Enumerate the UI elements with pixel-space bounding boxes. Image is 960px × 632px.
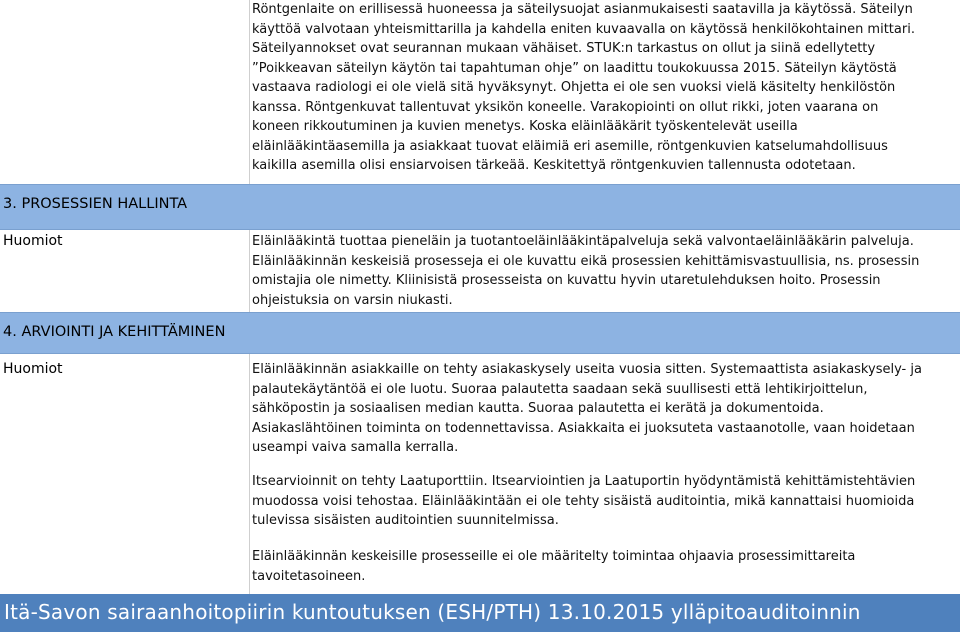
intro-line: ”Poikkeavan säteilyn käytön tai tapahtuman ohje” on laadittu toukokuussa 2015. Säteilyn käytöstä [252,60,897,76]
section-4-title: 4. ARVIOINTI JA KEHITTÄMINEN [3,324,226,340]
column-divider-bottom [249,352,250,594]
column-divider-top [249,0,250,184]
section-4-label: Huomiot [3,361,63,377]
intro-line: vastaava radiologi ei ole vielä sitä hyväksynyt. Ohjetta ei ole sen vuoksi vielä käsitelty henkilöstön [252,80,896,95]
footer-banner [0,594,960,632]
section-3-line: omistajia ole nimetty. Kliinisistä prosesseista on kuvattu hyvin utaretulehduksen hoito. Prosessin [252,273,881,288]
section-4-line: useampi vaiva samalla kerralla. [252,440,459,455]
section-3-header [0,184,960,230]
section-4-block-3 [252,547,956,586]
section-4-line: tavoitetasoineen. [252,568,366,584]
footer-title: Itä-Savon sairaanhoitopiirin kuntoutuksen (ESH/PTH) 13.10.2015 ylläpitoauditoinnin [4,600,861,624]
section-3-line: Eläinlääkinnän keskeisiä prosesseja ei ole kuvattu eikä prosessien kehittämisvastuullisia, ns. prosessin [252,253,920,269]
intro-line: Röntgenlaite on erillisessä huoneessa ja säteilysuojat asianmukaisesti saatavilla ja käytössä. Säteilyn [252,2,913,17]
section-4-line: sähköpostin ja sosiaalisen median kautta. Suoraa palautetta ei kerätä ja dokumentoida. [252,401,824,416]
column-divider-middle [249,228,250,312]
section-4-line: muodossa voisi tehostaa. Eläinlääkintään ei ole tehty sisäistä auditointia, mikä kannattaisi huomioida [252,493,915,509]
section-4-line: Asiakaslähtöinen toiminta on todennettavissa. Asiakkaita ei juoksuteta vastaanotolle, vaan hoidetaan [252,420,915,436]
intro-line: koneen rikkoutuminen ja kuvien menetys. Koska eläinlääkärit työskentelevät useilla [252,119,798,134]
section-3-title: 3. PROSESSIEN HALLINTA [3,196,188,212]
intro-line: eläinlääkintäasemilla ja asiakkaat tuovat eläimiä eri asemille, röntgenkuvien katselumahdollisuus [252,138,888,154]
section-4-header [0,312,960,354]
intro-text-block [252,0,956,176]
section-4-line: Eläinlääkinnän asiakkaille on tehty asiakaskysely useita vuosia sitten. Systemaattista asiakaskysely- ja [252,362,922,377]
section-3-text-block [252,232,956,310]
section-4-block-2 [252,472,956,531]
section-3-line: ohjeistuksia on varsin niukasti. [252,292,453,308]
section-3-label: Huomiot [3,233,63,249]
intro-line: kanssa. Röntgenkuvat tallentuvat yksikön koneelle. Varakopiointi on ollut rikki, joten vaarana on [252,99,879,115]
intro-line: käyttöä valvotaan yhteismittarilla ja kahdella eniten kuvaavalla on käytössä henkilökohtainen mittari. [252,21,915,37]
section-4-line: palautekäytäntöä ei ole luotu. Suoraa palautetta saadaan sekä suullisesti että lehtikirjoittelun, [252,381,868,397]
section-3-line: Eläinlääkintä tuottaa pieneläin ja tuotantoeläinlääkintäpalveluja sekä valvontaeläinlääkärin palveluja. [252,234,914,249]
intro-line: Säteilyannokset ovat seurannan mukaan vähäiset. STUK:n tarkastus on ollut ja siinä edellytetty [252,41,876,56]
intro-line: kaikilla asemilla olisi ensiarvoisen tärkeää. Keskitettyä röntgenkuvien tallennusta odotetaan. [252,158,856,173]
section-4-line: Itsearvioinnit on tehty Laatuporttiin. Itsearviointien ja Laatuportin hyödyntämistä kehittämistehtävien [252,474,916,489]
section-4-line: Eläinlääkinnän keskeisille prosesseille ei ole määritelty toimintaa ohjaavia prosessimittareita [252,549,856,564]
section-4-block-1 [252,360,956,458]
section-4-line: tulevissa sisäisten auditointien suunnitelmissa. [252,513,559,528]
